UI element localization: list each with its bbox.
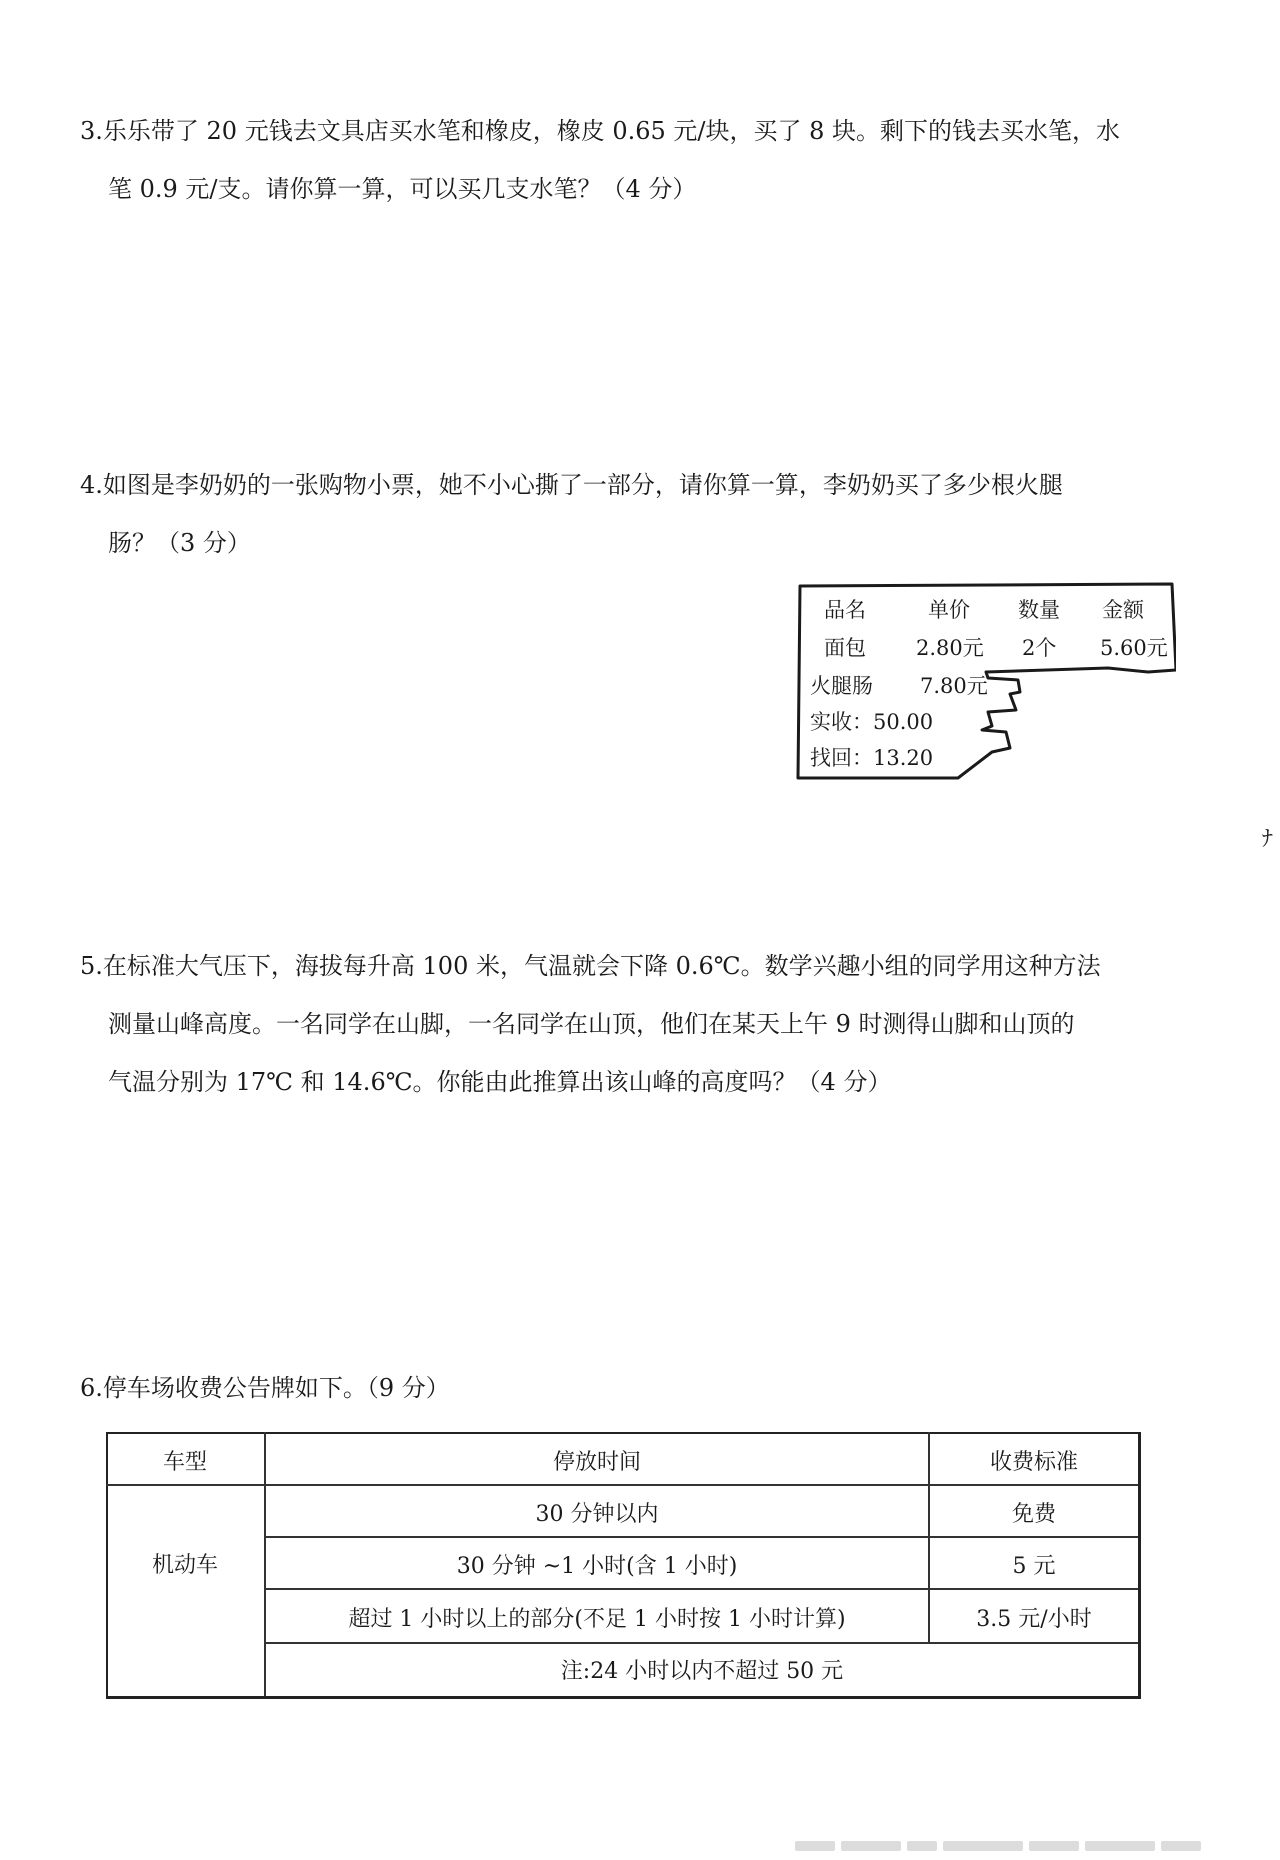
scrollbar-segment [1161,1841,1201,1851]
scrollbar-segment [943,1841,1023,1851]
table-row-fee: 3.5 元/小时 [976,1607,1092,1632]
question-4-number: 4. [80,471,103,499]
table-row-fee: 5 元 [1012,1554,1056,1579]
receipt-header-qty: 数量 [1018,598,1060,622]
question-4-line-1: 4.如图是李奶奶的一张购物小票，她不小心撕了一部分，请你算一算，李奶奶买了多少根火腿 [80,471,1063,499]
question-3-line-1: 3.乐乐带了 20 元钱去文具店买水笔和橡皮，橡皮 0.65 元/块，买了 8 块。剩下的钱去买水笔，水 [80,117,1121,145]
receipt-bread-price: 2.80元 [916,636,984,660]
receipt-paid: 实收：50.00 [810,710,934,734]
receipt-header-amount: 金额 [1102,598,1144,622]
receipt-sausage-price: 7.80元 [920,674,988,698]
table-header-time: 停放时间 [552,1450,641,1475]
question-6 [80,1359,1180,1417]
question-4-line-2: 肠？（3 分） [108,529,251,557]
question-6-line-1: 6.停车场收费公告牌如下。（9 分） [80,1374,450,1402]
receipt-bread-name: 面包 [824,636,866,660]
table-row-time: 30 分钟 ~1 小时(含 1 小时) [456,1554,738,1579]
question-4 [80,456,1180,572]
question-3-line-2: 笔 0.9 元/支。请你算一算，可以买几支水笔？（4 分） [108,175,697,203]
receipt-bread-qty: 2个 [1022,636,1057,660]
table-header-type: 车型 [162,1450,207,1475]
table-header-fee: 收费标准 [989,1450,1078,1475]
table-note: 注:24 小时以内不超过 50 元 [560,1659,844,1684]
question-3-number: 3. [80,117,103,145]
question-3 [80,102,1180,218]
receipt-change: 找回：13.20 [810,746,934,770]
receipt-bread-amount: 5.60元 [1100,636,1168,660]
page-edge-mark: ﾅ [1262,827,1274,852]
receipt-header-name: 品名 [824,598,866,622]
table-row-fee: 免费 [1011,1502,1056,1527]
question-5-number: 5. [80,952,103,980]
table-divider [264,1642,1138,1644]
table-vehicle-type: 机动车 [151,1553,218,1578]
scrollbar-segment [1085,1841,1155,1851]
table-row-time: 超过 1 小时以上的部分(不足 1 小时按 1 小时计算) [348,1607,846,1632]
question-5-line-3: 气温分别为 17℃ 和 14.6℃。你能由此推算出该山峰的高度吗？（4 分） [108,1068,892,1096]
receipt-header-price: 单价 [928,598,970,622]
bottom-scrollbar[interactable] [795,1840,1265,1852]
question-6-number: 6. [80,1374,103,1402]
scrollbar-segment [1029,1841,1079,1851]
receipt-sausage-name: 火腿肠 [810,674,873,698]
shopping-receipt [796,582,1176,780]
question-5-line-1: 5.在标准大气压下，海拔每升高 100 米，气温就会下降 0.6℃。数学兴趣小组的同学用这种方法 [80,952,1101,980]
table-row-time: 30 分钟以内 [535,1502,659,1527]
parking-fee-table [106,1432,1140,1698]
scrollbar-segment [907,1841,937,1851]
table-divider [106,1484,1138,1486]
question-5-line-2: 测量山峰高度。一名同学在山脚，一名同学在山顶，他们在某天上午 9 时测得山脚和山顶的 [108,1010,1075,1038]
scrollbar-segment [841,1841,901,1851]
table-divider [264,1536,1138,1538]
table-divider [264,1588,1138,1590]
scrollbar-segment [795,1841,835,1851]
question-5 [80,937,1180,1111]
